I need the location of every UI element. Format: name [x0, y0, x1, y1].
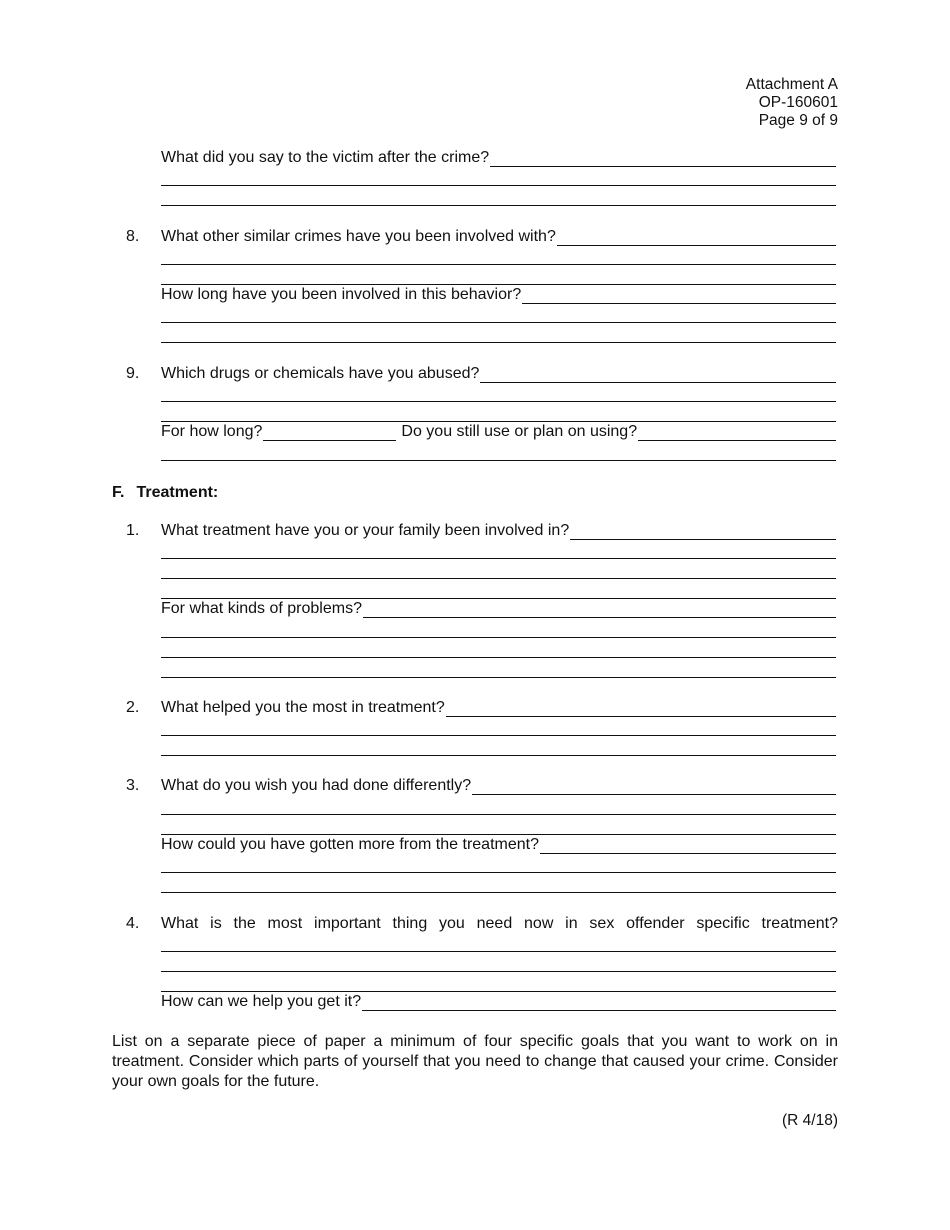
question-text: Which drugs or chemicals have you abused? [161, 365, 480, 382]
goals-instructions: List on a separate piece of paper a minimum of four specific goals that you want to work on in treatment. Consider which parts of yourself that you need to change that caused your crime. Consider your own goals for the future. [112, 1033, 838, 1090]
attachment-label: Attachment A [745, 76, 838, 93]
section-title: Treatment: [136, 484, 219, 501]
answer-blank[interactable] [557, 228, 836, 246]
question-text: What helped you the most in treatment? [161, 699, 445, 716]
question-gotten-more [161, 835, 836, 854]
answer-line[interactable] [161, 558, 836, 559]
question-number: 1. [126, 522, 140, 539]
question-text: For what kinds of problems? [161, 600, 362, 617]
question-number: 8. [126, 228, 140, 245]
answer-line[interactable] [161, 657, 836, 658]
question-number: 2. [126, 699, 140, 716]
answer-line[interactable] [161, 892, 836, 893]
document-header [746, 76, 838, 130]
section-letter: F. [112, 484, 125, 501]
revision-code: (R 4/18) [782, 1112, 838, 1129]
section-heading-treatment [112, 483, 218, 502]
answer-line[interactable] [161, 185, 836, 186]
answer-line[interactable] [161, 755, 836, 756]
answer-blank[interactable] [362, 993, 836, 1011]
question-number: 4. [126, 915, 140, 932]
question-text: For how long? [161, 423, 263, 440]
question-text: What other similar crimes have you been involved with? [161, 228, 556, 245]
answer-blank[interactable] [480, 365, 836, 383]
answer-line[interactable] [161, 460, 836, 461]
question-text: How can we help you get it? [161, 993, 362, 1010]
answer-line[interactable] [161, 677, 836, 678]
answer-blank[interactable] [570, 522, 836, 540]
answer-line[interactable] [161, 971, 836, 972]
question-text: How could you have gotten more from the treatment? [161, 836, 539, 853]
answer-line[interactable] [161, 872, 836, 873]
question-text: What did you say to the victim after the crime? [161, 149, 490, 166]
answer-line[interactable] [161, 951, 836, 952]
page-number: Page 9 of 9 [758, 112, 838, 129]
question-text: What do you wish you had done differently? [161, 777, 472, 794]
answer-blank[interactable] [472, 777, 836, 795]
question-drug-duration [161, 422, 836, 441]
answer-line[interactable] [161, 578, 836, 579]
answer-line[interactable] [161, 342, 836, 343]
question-number: 9. [126, 365, 140, 382]
answer-line[interactable] [161, 264, 836, 265]
question-help-you-get-it [161, 992, 836, 1011]
question-helped-most [161, 698, 836, 717]
question-text: Do you still use or plan on using? [401, 423, 638, 440]
answer-blank[interactable] [446, 699, 836, 717]
question-text: How long have you been involved in this behavior? [161, 286, 522, 303]
answer-blank[interactable] [540, 836, 836, 854]
answer-blank[interactable] [363, 600, 836, 618]
question-treatment-involved [161, 521, 836, 540]
answer-blank[interactable] [638, 423, 836, 441]
answer-line[interactable] [161, 205, 836, 206]
question-similar-crimes [161, 227, 836, 246]
question-text: What treatment have you or your family been involved in? [161, 522, 570, 539]
question-drugs-abused [161, 364, 836, 383]
question-victim-after-crime [161, 148, 836, 167]
question-most-important-need: What is the most important thing you need now in sex offender specific treatment? [161, 915, 838, 932]
answer-blank[interactable] [522, 286, 836, 304]
answer-line[interactable] [161, 401, 836, 402]
answer-blank[interactable] [263, 423, 396, 441]
question-done-differently [161, 776, 836, 795]
form-number: OP-160601 [758, 94, 838, 111]
answer-blank[interactable] [490, 149, 836, 167]
answer-line[interactable] [161, 735, 836, 736]
answer-line[interactable] [161, 814, 836, 815]
question-kinds-of-problems [161, 599, 836, 618]
answer-line[interactable] [161, 637, 836, 638]
question-how-long-behavior [161, 285, 836, 304]
question-number: 3. [126, 777, 140, 794]
answer-line[interactable] [161, 322, 836, 323]
